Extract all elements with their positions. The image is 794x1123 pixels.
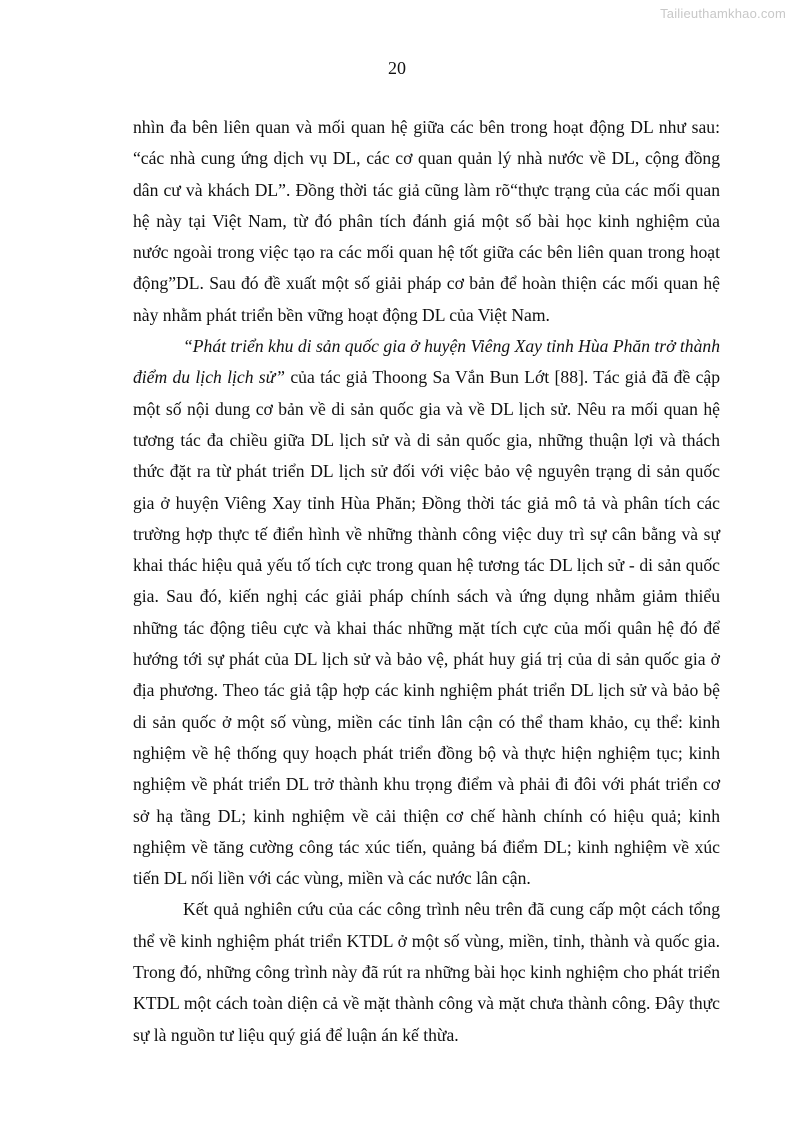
watermark: Tailieuthamkhao.com	[660, 6, 786, 21]
document-body	[133, 112, 720, 1051]
paragraph-2	[133, 331, 720, 894]
cited-work-title: “Phát triển khu di sản quốc gia ở huyện Viêng Xay tỉnh Hùa Phăn trở thành điểm du lịch lịch sử”	[133, 336, 720, 388]
page-number: 20	[388, 58, 406, 78]
paragraph-2-text: của tác giả Thoong Sa Vắn Bun Lớt [88]. Tác giả đã đề cập một số nội dung cơ bản về di sản quốc gia và về DL lịch sử. Nêu ra mối quan hệ tương tác đa chiều giữa DL lịch sử và di sản quốc gia, những thuận lợi và thách thức đặt ra từ phát triển DL lịch sử đối với việc bảo vệ nguyên trạng di sản quốc gia ở huyện Viêng Xay tỉnh Hùa Phăn; Đồng thời tác giả mô tả và phân tích các trường hợp thực tế điển hình về những thành công việc duy trì sự cân bằng và sự khai thác hiệu quả yếu tố tích cực trong quan hệ tương tác DL lịch sử - di sản quốc gia. Sau đó, kiến nghị các giải pháp chính sách và ứng dụng nhằm giảm thiểu những tác động tiêu cực và khai thác những mặt tích cực của mối quân hệ đó để hướng tới sự phát của DL lịch sử và bảo vệ, phát huy giá trị của di sản quốc gia ở địa phương. Theo tác giả tập hợp các kinh nghiệm phát triển DL lịch sử và bảo bệ di sản quốc ở một số vùng, miền các tỉnh lân cận có thể tham khảo, cụ thể: kinh nghiệm về hệ thống quy hoạch phát triển đồng bộ và thực hiện nghiệm tục; kinh nghiệm về phát triển DL trở thành khu trọng điểm và phải đi đôi với phát triển cơ sở hạ tầng DL; kinh nghiệm về cải thiện cơ chế hành chính có hiệu quả; kinh nghiệm về tăng cường công tác xúc tiến, quảng bá điểm DL; kinh nghiệm về xúc tiến DL nối liền với các vùng, miền và các nước lân cận.	[133, 367, 720, 889]
paragraph-1: nhìn đa bên liên quan và mối quan hệ giữa các bên trong hoạt động DL như sau: “các nhà cung ứng dịch vụ DL, các cơ quan quản lý nhà nước về DL, cộng đồng dân cư và khách DL”. Đồng thời tác giả cũng làm rõ“thực trạng của các mối quan hệ này tại Việt Nam, từ đó phân tích đánh giá một số bài học kinh nghiệm của nước ngoài trong việc tạo ra các mối quan hệ tốt giữa các bên liên quan trong hoạt động”DL. Sau đó đề xuất một số giải pháp cơ bản để hoàn thiện các mối quan hệ này nhằm phát triển bền vững hoạt động DL của Việt Nam.	[133, 117, 720, 325]
paragraph-3: Kết quả nghiên cứu của các công trình nêu trên đã cung cấp một cách tổng thể về kinh nghiệm phát triển KTDL ở một số vùng, miền, tỉnh, thành và quốc gia. Trong đó, những công trình này đã rút ra những bài học kinh nghiệm cho phát triển KTDL một cách toàn diện cả về mặt thành công và mặt chưa thành công. Đây thực sự là nguồn tư liệu quý giá để luận án kế thừa.	[133, 899, 720, 1045]
